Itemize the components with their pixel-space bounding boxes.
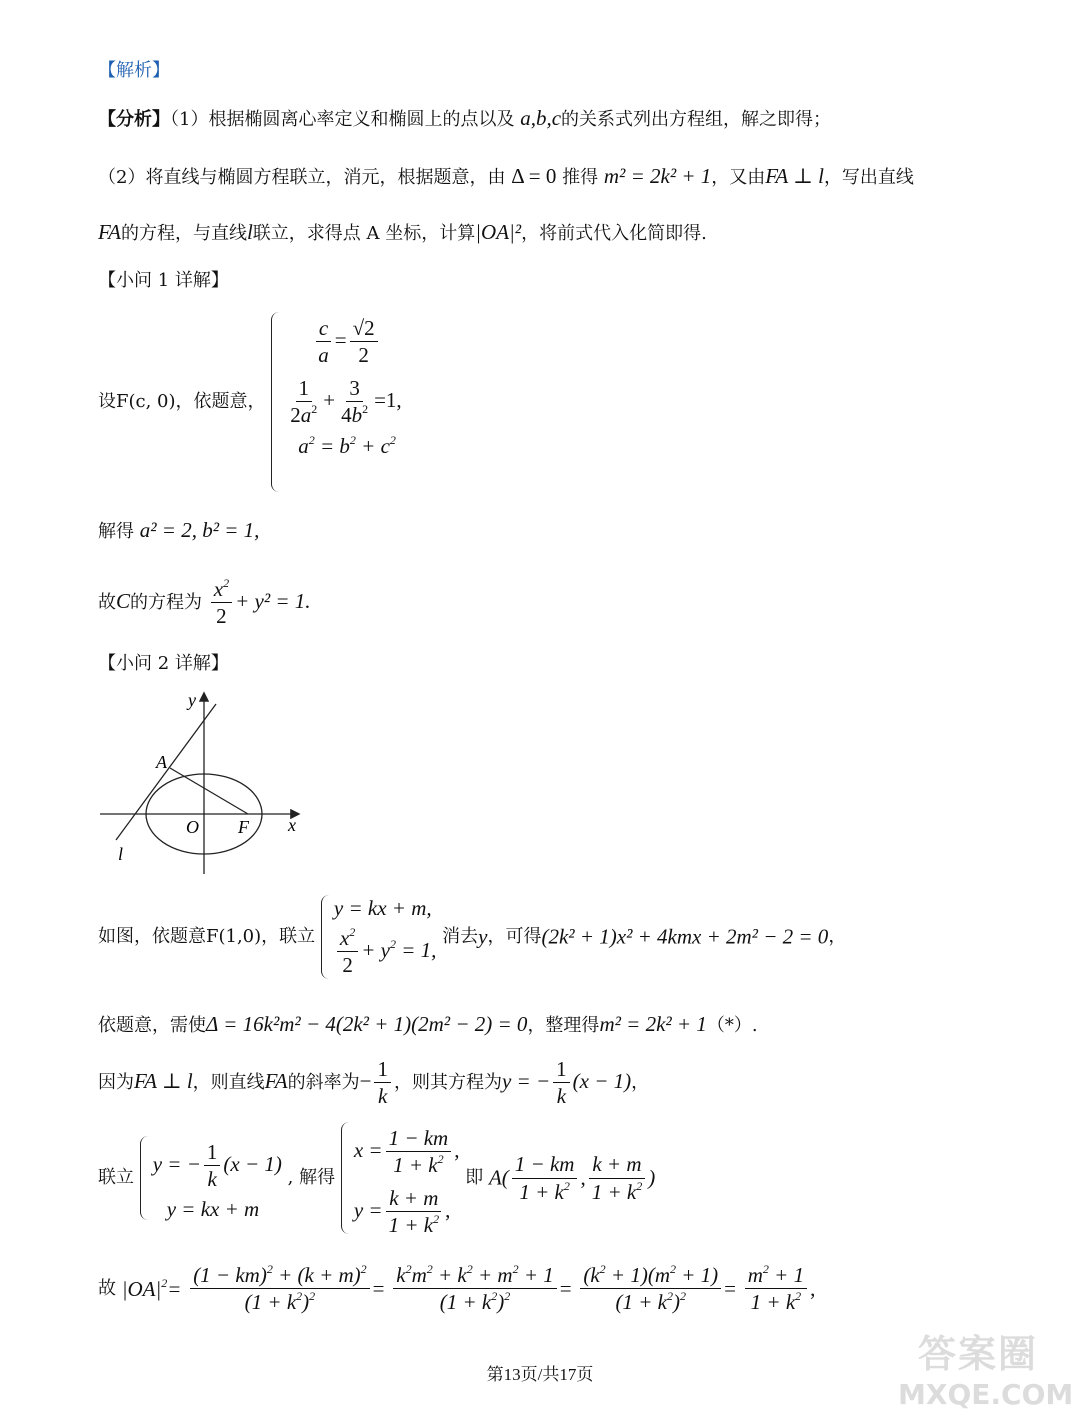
analysis-line-3: FA的方程，与直线l联立，求得点 A 坐标，计算|OA|²，将前式代入化简即得. xyxy=(98,220,707,244)
part2-line-2: 依题意，需使Δ = 16k²m² − 4(2k² + 1)(2m² − 2) = 0，整理得m² = 2k² + 1（*）. xyxy=(98,1012,758,1036)
part2-line-5: 故 $|OA|^2=$ $\frac{(1 - km)^2 + (k + m)^2}{(1 + k^2)^2}$ = $\frac{k^2m^2 + k^2 + m^2 + 1}{(1 + k^2)^2}$ = $\frac{(k^2 + 1)(m^2 + 1)}{(1 + k^2)^2}$ = $\frac{m^2 + 1}{1 + k^2}$ , xyxy=(98,1262,816,1315)
svg-text:O: O xyxy=(186,817,199,837)
part1-title: 【小问 1 详解】 xyxy=(98,270,229,291)
part1-system-line: 设F(c, 0)，依题意， $\frac{c}{a}$ = $\frac{√2}{2}$ $\frac{1}{2a^2}$ + $\frac{3}{4b^2}$ =1, $a^2 = b^2 + c^2$ xyxy=(98,312,402,492)
segment-FA xyxy=(170,768,248,814)
section-title: 【解析】 xyxy=(98,60,170,81)
part1-result: 解得 a² = 2, b² = 1, xyxy=(98,518,260,542)
analysis-tag: 【分析】 xyxy=(98,109,170,130)
page-footer: 第13页/共17页 xyxy=(486,1365,594,1384)
part2-line-4: 联立 y = − $\frac{1}{k}$ (x − 1) y = kx + m , 解得 x = $\frac{1 - km}{1 + k^2}$ , y = $\frac{k + m}{1 + k^2}$ , 即 A( $\frac{1 - km}{1 + k^2}$ , $\frac{k + m}{1 + k^2}$ ) xyxy=(98,1122,655,1234)
svg-text:y: y xyxy=(188,690,196,710)
analysis-line-1: 【分析】（1）根据椭圆离心率定义和椭圆上的点以及 a,b,c的关系式列出方程组，解之即得； xyxy=(98,106,832,130)
svg-text:l: l xyxy=(118,844,124,864)
svg-text:F: F xyxy=(238,817,249,837)
svg-text:A: A xyxy=(156,752,167,772)
analysis-line-2: （2）将直线与椭圆方程联立，消元，根据题意，由 Δ = 0 推得 m² = 2k² + 1，又由FA ⊥ l，写出直线 xyxy=(98,164,914,188)
part1-equation-system: $\frac{c}{a}$ = $\frac{√2}{2}$ $\frac{1}{2a^2}$ + $\frac{3}{4b^2}$ =1, $a^2 = b^2 + c^2$ xyxy=(271,312,401,492)
part2-line-3: 因为FA ⊥ l，则直线FA的斜率为− $\frac{1}{k}$ ，则其方程为y = − $\frac{1}{k}$ (x − 1)， xyxy=(98,1057,650,1109)
part2-line-1: 如图，依题意F(1,0)，联立 y = kx + m, $\frac{x^2}{2}$ + $y^2 = 1$, 消去y，可得(2k² + 1)x² + 4kmx + 2m² − 2 = 0， xyxy=(98,896,847,978)
part2-title: 【小问 2 详解】 xyxy=(98,653,229,674)
ellipse-figure xyxy=(98,688,308,878)
svg-text:x: x xyxy=(288,815,296,835)
part1-conclusion: 故C的方程为 $\frac{x^2}{2}$ + y² = 1. xyxy=(98,576,311,629)
watermark-logo: 答案圈 MXQE.COM xyxy=(898,1332,1074,1411)
line-l xyxy=(116,704,216,840)
